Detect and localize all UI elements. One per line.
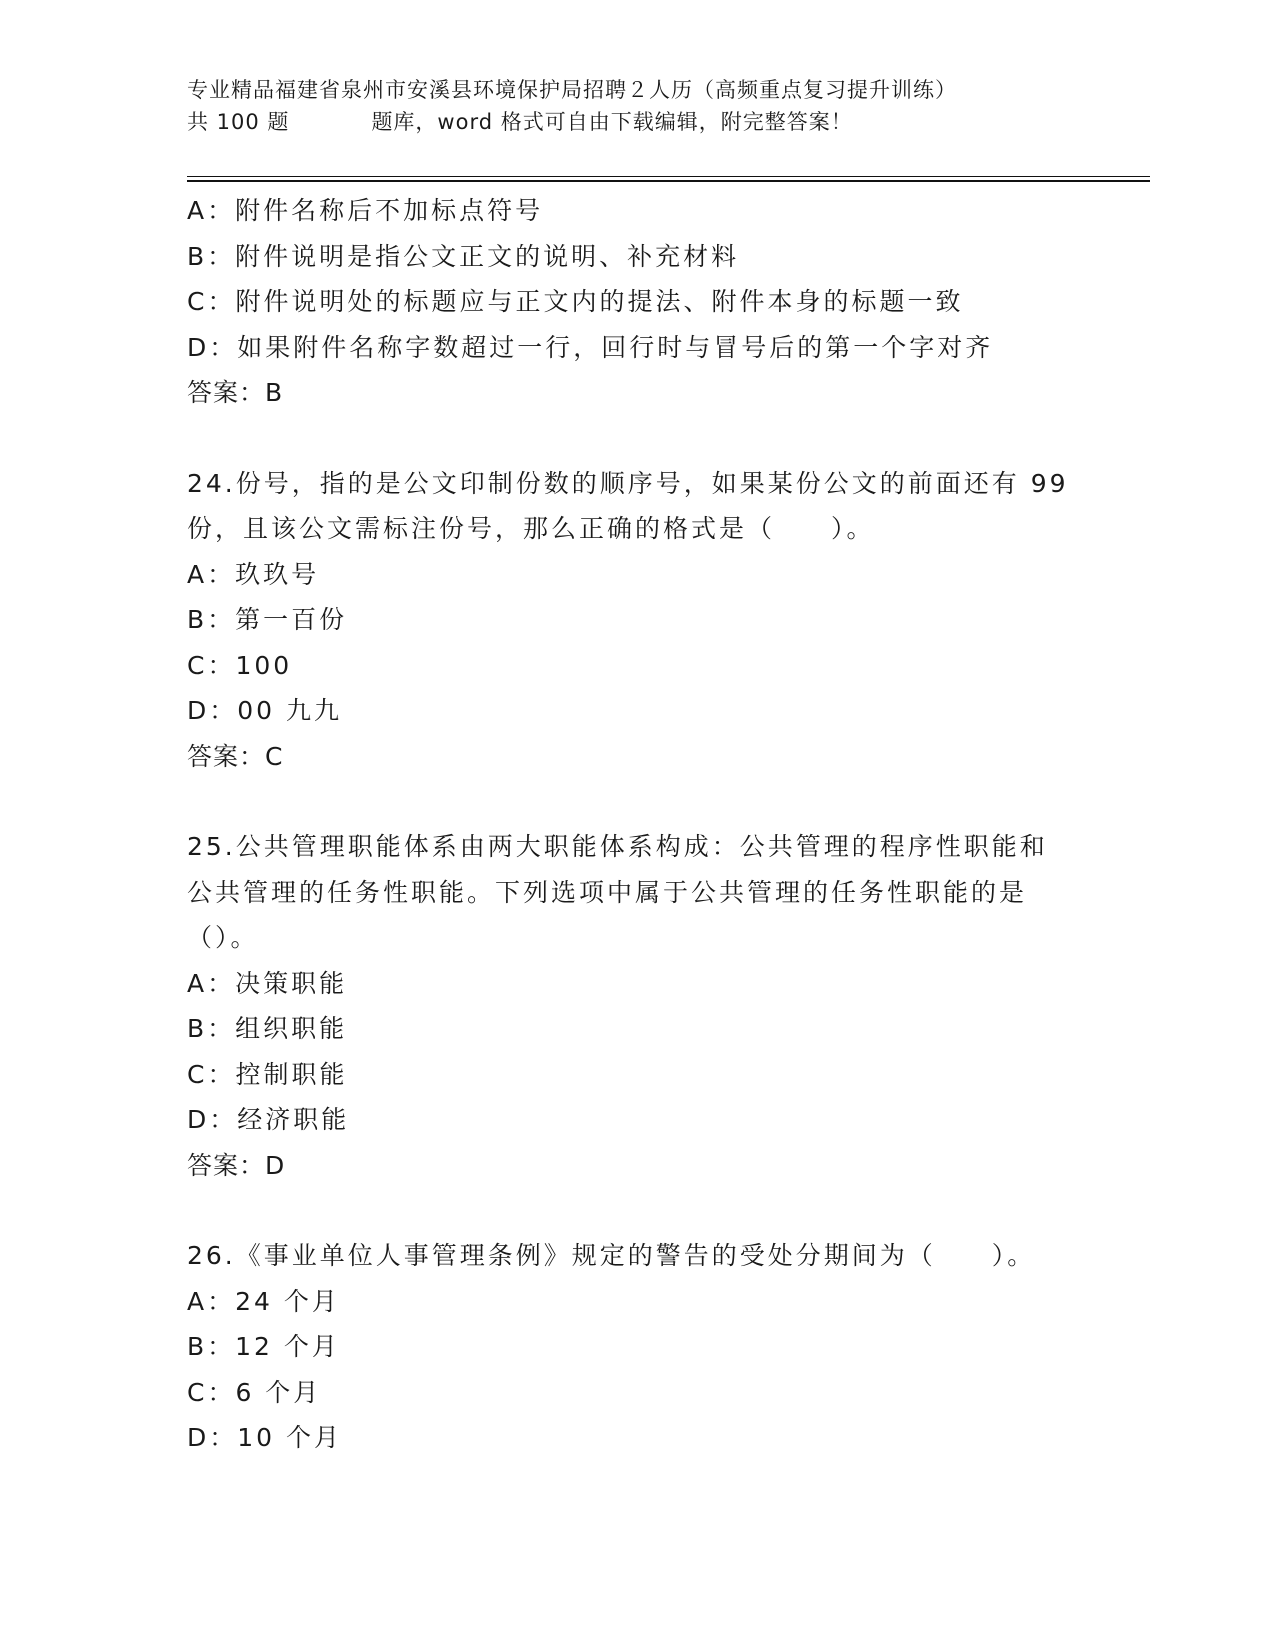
question-block-25	[187, 824, 1087, 1188]
header-subtitle-line	[187, 106, 1087, 138]
option-c: C：附件说明处的标题应与正文内的提法、附件本身的标题一致	[187, 287, 964, 316]
option-c: C：控制职能	[187, 1059, 348, 1089]
option-b: B：附件说明是指公文正文的说明、补充材料	[187, 241, 740, 271]
option-b: B：12 个月	[187, 1332, 340, 1361]
header-description: 题库，word 格式可自由下载编辑，附完整答案！	[371, 110, 853, 134]
header-question-count: 共 100 题	[187, 110, 290, 134]
question-stem-line: 24.份号，指的是公文印制份数的顺序号，如果某份公文的前面还有 99	[187, 468, 1069, 498]
header-title-line: 专业精品福建省泉州市安溪县环境保护局招聘２人历（高频重点复习提升训练）	[187, 78, 957, 102]
option-a: A：附件名称后不加标点符号	[187, 196, 544, 225]
question-stem-line: （）。	[187, 923, 259, 952]
option-d: D：10 个月	[187, 1423, 343, 1452]
option-c: C：6 个月	[187, 1377, 322, 1407]
option-d: D：如果附件名称字数超过一行，回行时与冒号后的第一个字对齐	[187, 332, 994, 362]
question-block-24	[187, 461, 1087, 780]
question-stem-line: 份，且该公文需标注份号，那么正确的格式是（ ）。	[187, 514, 875, 543]
option-c: C：100	[187, 650, 293, 680]
option-a: A：决策职能	[187, 968, 348, 998]
option-d: D：经济职能	[187, 1105, 350, 1134]
question-block-23	[187, 188, 1087, 416]
answer-line: 答案：C	[187, 741, 284, 771]
option-d: D：00 九九	[187, 696, 343, 725]
question-stem-line: 26.《事业单位人事管理条例》规定的警告的受处分期间为（ ）。	[187, 1241, 1036, 1270]
answer-line: 答案：B	[187, 378, 284, 407]
question-block-26	[187, 1233, 1087, 1461]
header-divider-thick	[187, 180, 1150, 182]
question-stem-line: 25.公共管理职能体系由两大职能体系构成：公共管理的程序性职能和	[187, 832, 1048, 861]
option-a: A：玖玖号	[187, 559, 320, 589]
answer-line: 答案：D	[187, 1150, 286, 1180]
document-header	[187, 74, 1087, 138]
option-b: B：组织职能	[187, 1014, 348, 1043]
question-list	[187, 188, 1087, 1461]
question-stem-line: 公共管理的任务性职能。下列选项中属于公共管理的任务性职能的是	[187, 877, 1028, 907]
header-divider-thin	[187, 176, 1150, 177]
option-b: B：第一百份	[187, 605, 348, 634]
option-a: A：24 个月	[187, 1286, 340, 1316]
